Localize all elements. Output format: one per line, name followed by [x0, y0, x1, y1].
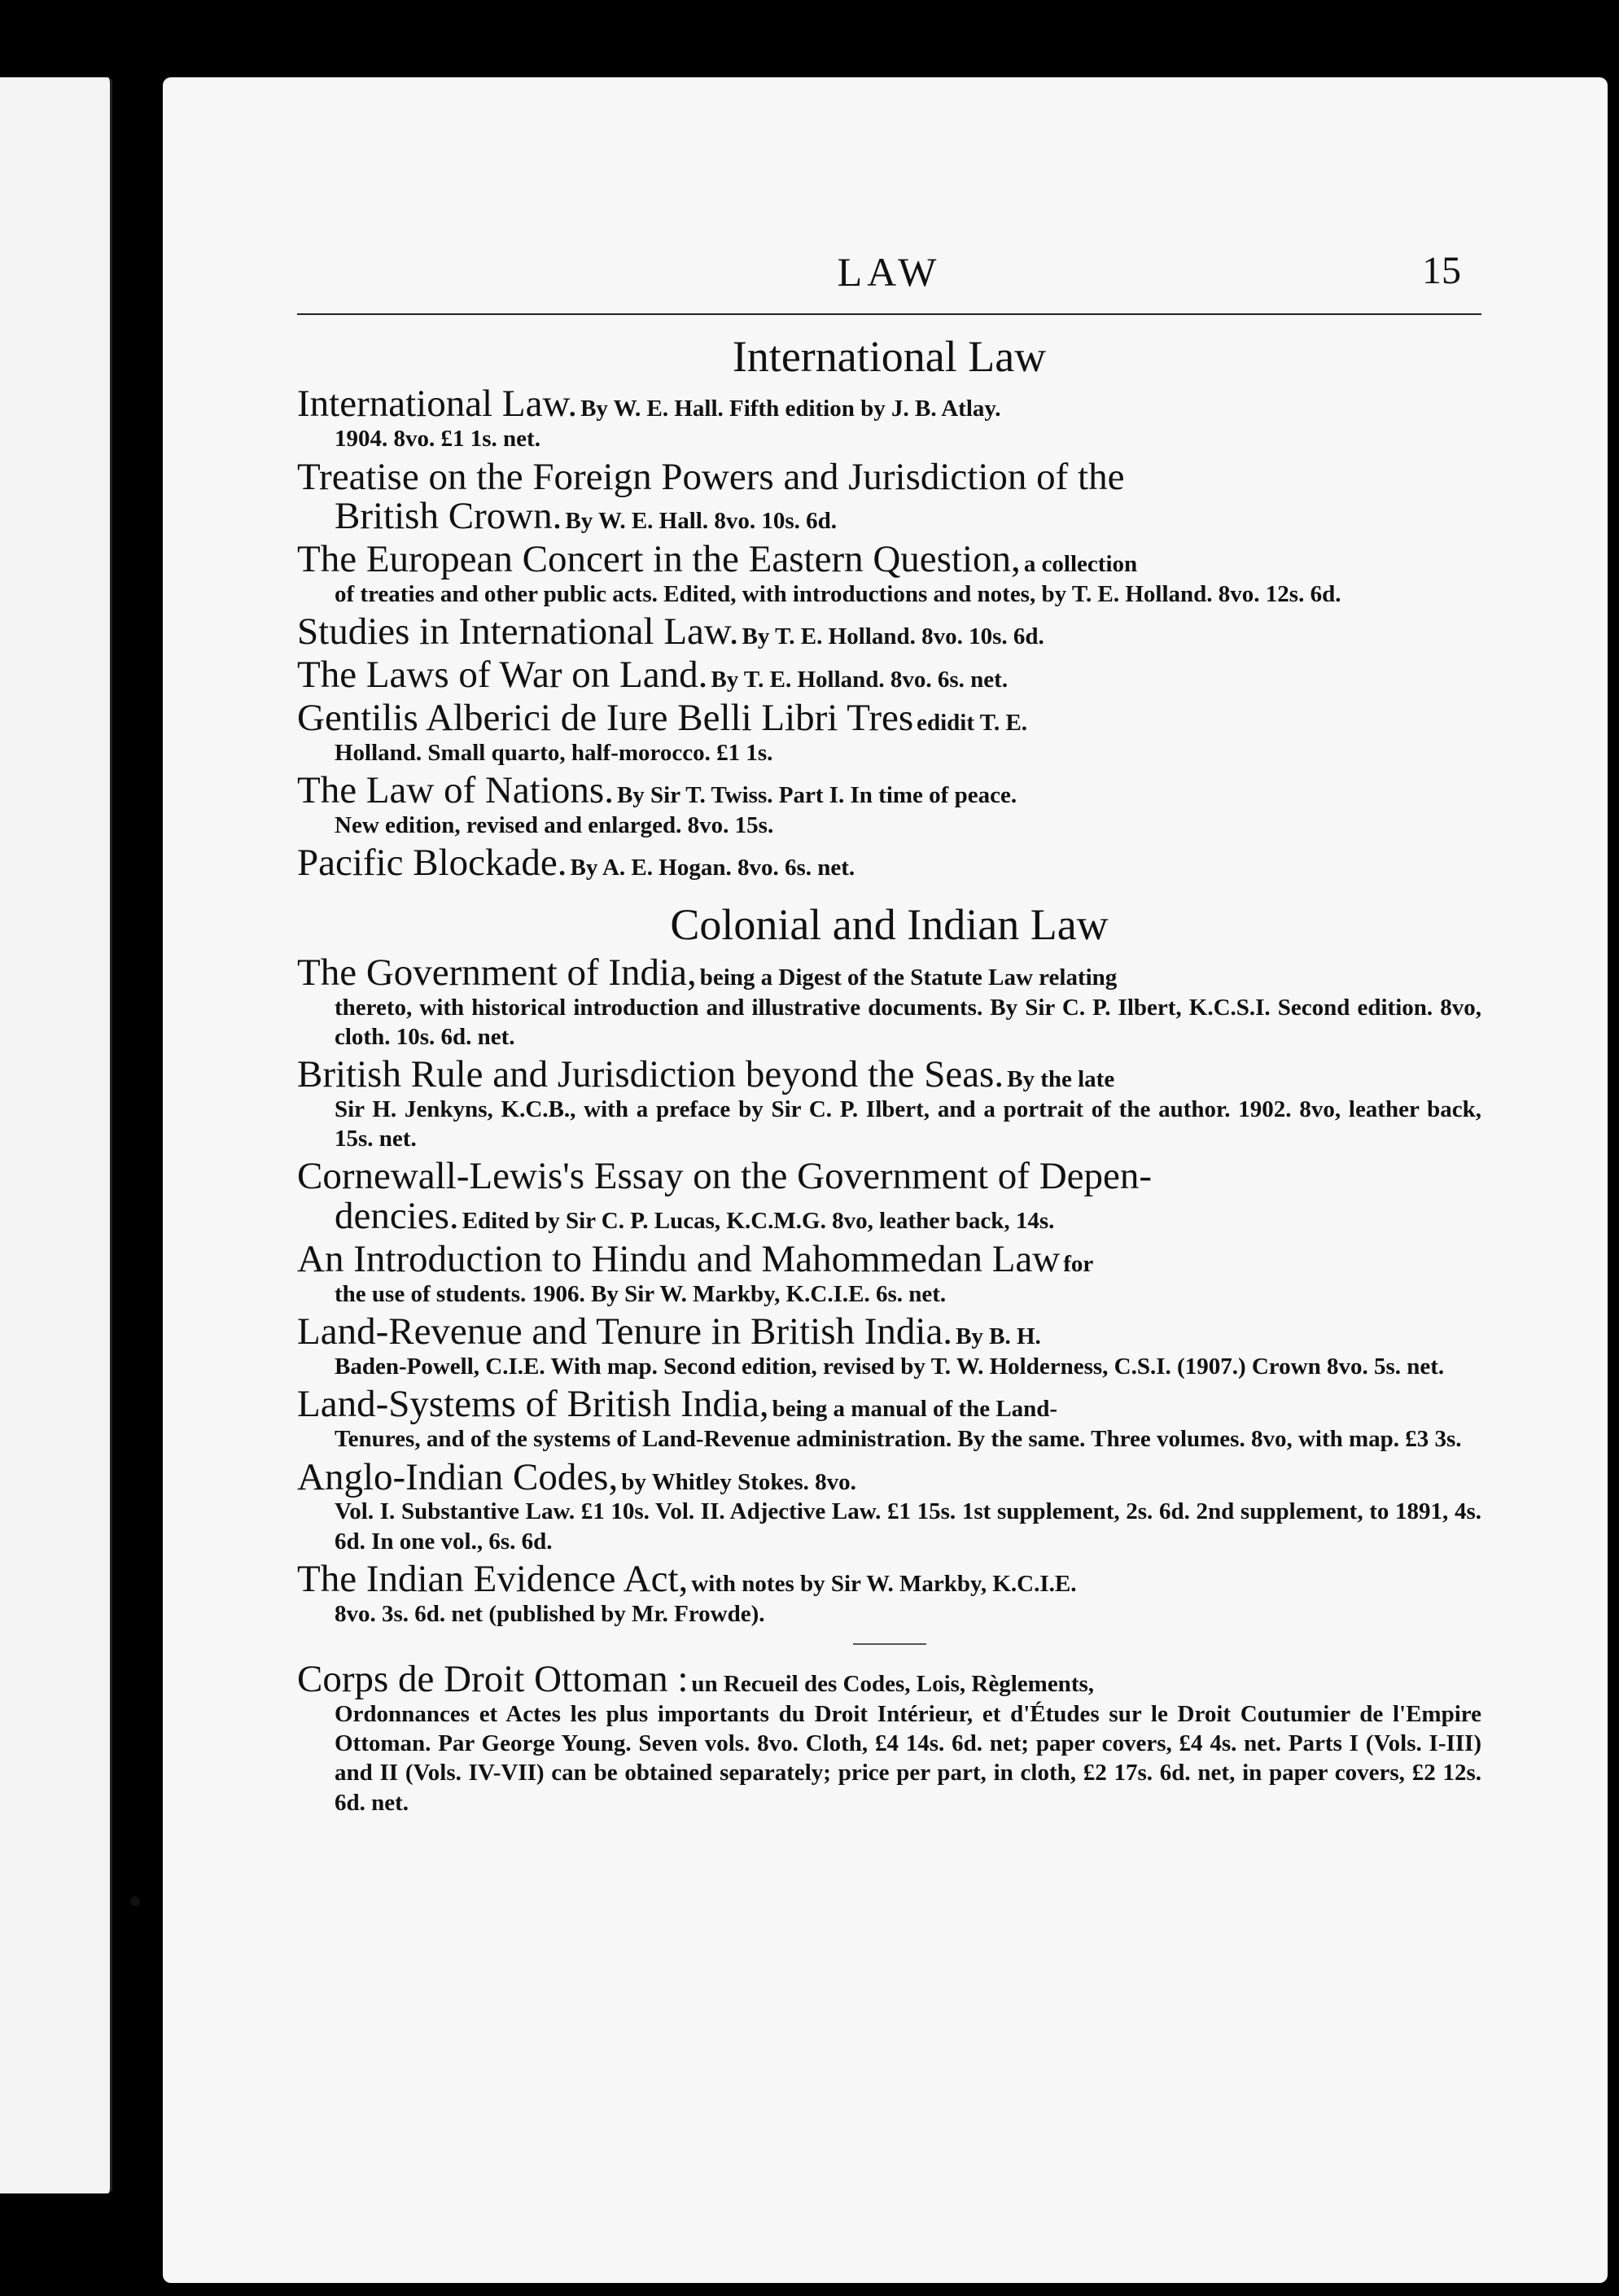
entry-detail: being a Digest of the Statute Law relating: [699, 964, 1118, 991]
entry-continuation: 1904. 8vo. £1 1s. net.: [335, 426, 540, 453]
entry-title: Land-Systems of British India,: [297, 1383, 769, 1426]
entry-continuation: Baden-Powell, C.I.E. With map. Second edition, revised by T. W. Holderness, C.S.I. (1907.) Crown 8vo. 5s. net.: [335, 1354, 1445, 1380]
entry-title: Studies in International Law.: [297, 610, 739, 654]
entry-detail: for: [1063, 1251, 1094, 1278]
section-heading: Colonial and Indian Law: [670, 900, 1109, 950]
list-item: [297, 384, 1481, 453]
entry-detail: un Recueil des Codes, Lois, Règlements,: [691, 1671, 1095, 1698]
entry-continuation: Holland. Small quarto, half-morocco. £1 1s.: [335, 740, 773, 767]
entry-continuation: Tenures, and of the systems of Land-Revenue administration. By the same. Three volumes. 8vo, with map. £3 3s.: [335, 1426, 1462, 1453]
entry-detail: a collection: [1023, 551, 1138, 578]
list-item: [297, 1312, 1481, 1381]
entry-title: The Law of Nations.: [297, 769, 614, 812]
entry-detail: By T. E. Holland. 8vo. 6s. net.: [711, 667, 1009, 693]
page-content: [297, 248, 1481, 1821]
list-item: [297, 1055, 1481, 1153]
list-item: [297, 540, 1481, 609]
list-item: [297, 1660, 1481, 1817]
entry-title: The Government of India,: [297, 951, 697, 994]
entry-title: The European Concert in the Eastern Question,: [297, 538, 1021, 581]
entry-detail: being a manual of the Land-: [772, 1396, 1058, 1423]
running-head: [297, 248, 1481, 305]
list-item: [297, 953, 1481, 1052]
section-heading: International Law: [732, 332, 1047, 381]
entry-title-continued: British Crown.: [335, 495, 562, 538]
left-page-edge: [0, 77, 112, 2193]
list-item: [297, 1559, 1481, 1629]
entry-continuation: New edition, revised and enlarged. 8vo. 15s.: [335, 812, 774, 839]
entry-detail: By T. E. Holland. 8vo. 10s. 6d.: [742, 623, 1044, 650]
entry-title: Gentilis Alberici de Iure Belli Libri Tres: [297, 697, 914, 740]
entry-title: Treatise on the Foreign Powers and Jurisdiction of the: [297, 455, 1125, 498]
entry-continuation: 8vo. 3s. 6d. net (published by Mr. Frowde).: [335, 1600, 765, 1627]
list-item: [297, 1157, 1481, 1236]
entry-title: Anglo-Indian Codes,: [297, 1455, 619, 1498]
entry-detail: By B. H.: [956, 1323, 1041, 1350]
list-item: [297, 1384, 1481, 1454]
list-item: [297, 1240, 1481, 1309]
section-divider: [853, 1643, 926, 1645]
running-head-title: LAW: [837, 249, 942, 295]
entry-detail: By W. E. Hall. 8vo. 10s. 6d.: [565, 508, 838, 535]
list-item: [297, 612, 1481, 652]
list-item: [297, 457, 1481, 537]
entry-title: The Indian Evidence Act,: [297, 1557, 689, 1600]
entry-title: Land-Revenue and Tenure in British India.: [297, 1310, 953, 1354]
entry-title: Pacific Blockade.: [297, 842, 567, 885]
margin-dot: [130, 1896, 140, 1906]
entry-continuation: Sir H. Jenkyns, K.C.B., with a preface by Sir C. P. Ilbert, and a portrait of the author. 1902. 8vo, leather back, 15s. net.: [335, 1096, 1481, 1152]
list-item: [297, 771, 1481, 840]
entry-continuation: of treaties and other public acts. Edited, with introductions and notes, by T. E. Holland. 8vo. 12s. 6d.: [335, 581, 1341, 608]
book-page: [163, 77, 1608, 2283]
header-rule: [297, 313, 1481, 315]
entry-continuation: Vol. I. Substantive Law. £1 10s. Vol. II. Adjective Law. £1 15s. 1st supplement, 2s. 6d. 2nd supplement, to 1891, 4s. 6d. In one vol., 6s. 6d.: [335, 1498, 1481, 1555]
entry-detail: edidit T. E.: [917, 710, 1028, 737]
entry-detail: By the late: [1007, 1066, 1115, 1093]
list-item: [297, 843, 1481, 883]
page-number: 15: [1422, 249, 1461, 292]
entry-continuation: Ordonnances et Actes les plus importants du Droit Intérieur, et d'Études sur le Droit Coutumier de l'Empire Ottoman. Par George Young. Seven vols. 8vo. Cloth, £4 14s. 6d. net; paper covers, £4 4s. net. Parts I (Vols. I-III) and II (Vols. IV-VII) can be obtained separately; price per part, in cloth, £2 17s. 6d. net, in paper covers, £2 12s. 6d. net.: [335, 1700, 1481, 1816]
entry-title: British Rule and Jurisdiction beyond the Seas.: [297, 1053, 1004, 1096]
entry-title-continued: dencies.: [335, 1195, 459, 1238]
list-item: [297, 1455, 1481, 1556]
list-item: [297, 698, 1481, 768]
entry-title: International Law.: [297, 383, 578, 426]
entry-continuation: thereto, with historical introduction and illustrative documents. By Sir C. P. Ilbert, K.C.S.I. Second edition. 8vo, cloth. 10s. 6d. net.: [335, 994, 1481, 1050]
entry-detail: By W. E. Hall. Fifth edition by J. B. Atlay.: [580, 396, 1001, 422]
list-item: [297, 655, 1481, 695]
entry-title: Corps de Droit Ottoman :: [297, 1658, 689, 1701]
entry-detail: Edited by Sir C. P. Lucas, K.C.M.G. 8vo, leather back, 14s.: [462, 1208, 1055, 1235]
entry-title: The Laws of War on Land.: [297, 654, 708, 697]
entry-detail: By A. E. Hogan. 8vo. 6s. net.: [570, 855, 855, 881]
entry-detail: with notes by Sir W. Markby, K.C.I.E.: [691, 1570, 1077, 1597]
entry-title: Cornewall-Lewis's Essay on the Government of Depen-: [297, 1155, 1153, 1198]
entry-title: An Introduction to Hindu and Mahommedan Law: [297, 1238, 1061, 1281]
entry-detail: by Whitley Stokes. 8vo.: [621, 1468, 856, 1495]
entry-continuation: the use of students. 1906. By Sir W. Markby, K.C.I.E. 6s. net.: [335, 1281, 947, 1308]
entry-detail: By Sir T. Twiss. Part I. In time of peace.: [616, 782, 1017, 809]
